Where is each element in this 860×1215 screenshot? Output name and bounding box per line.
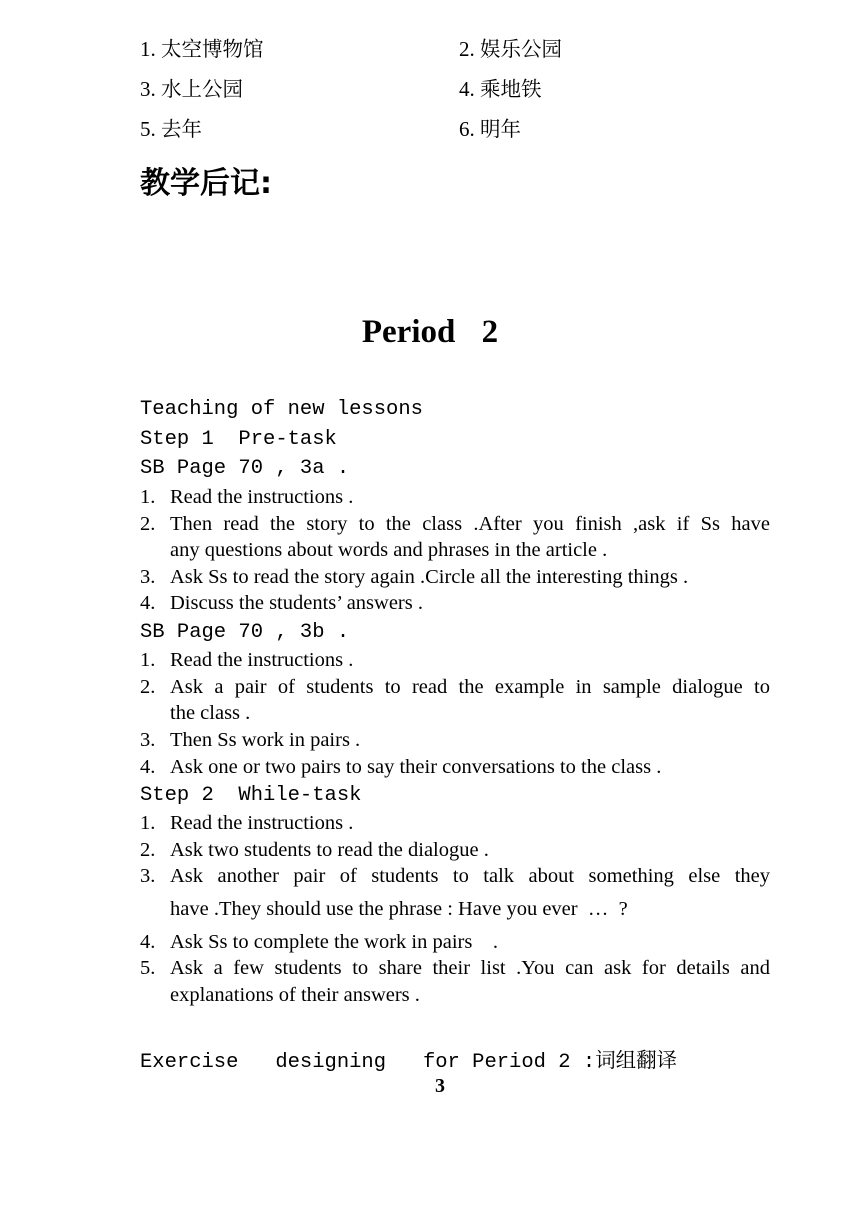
item-text: Discuss the students’ answers .	[170, 592, 423, 614]
vocab-text: 去年	[161, 117, 202, 141]
item-text: Ask one or two pairs to say their conversations to the class .	[170, 756, 662, 778]
exercise-line	[140, 1043, 677, 1074]
page-number: 3	[435, 1075, 445, 1097]
item-text: Then Ss work in pairs .	[170, 729, 361, 751]
vocab-text: 明年	[480, 117, 521, 141]
vocab-item-2	[459, 32, 562, 62]
vocab-item-6	[459, 112, 521, 142]
vocab-item-1	[140, 32, 264, 62]
item-text: Read the instructions .	[170, 649, 354, 671]
period-title: Period 2	[361, 314, 499, 350]
vocab-text: 太空博物馆	[161, 37, 264, 61]
item-text: Ask Ss to read the story again .Circle all the interesting things .	[170, 566, 689, 588]
item-number: 1.	[140, 812, 156, 834]
item-number: 3.	[140, 729, 156, 751]
item-number: 4.	[140, 592, 156, 614]
vocab-item-4	[459, 72, 542, 102]
vocab-number: 6.	[459, 117, 475, 141]
vocab-number: 3.	[140, 77, 156, 101]
item-number: 5.	[140, 957, 156, 979]
item-text-line2: explanations of their answers .	[170, 984, 420, 1006]
item-text-line1: Ask a pair of students to read the example in sample dialogue to	[170, 676, 770, 698]
exercise-prefix: Exercise designing for Period 2 :	[140, 1051, 596, 1074]
step1-title: Step 1 Pre-task	[140, 428, 337, 451]
item-text: Ask two students to read the dialogue .	[170, 839, 489, 861]
notes-heading: 教学后记:	[140, 166, 272, 201]
item-text-line2: the class .	[170, 702, 251, 724]
exercise-title-zh: 词组翻译	[595, 1048, 678, 1072]
item-text-line1: Then read the story to the class .After you finish ,ask if Ss have	[170, 513, 770, 535]
step2-title: Step 2 While-task	[140, 784, 362, 807]
sb-page-3a: SB Page 70 , 3a .	[140, 457, 350, 480]
item-number: 2.	[140, 676, 156, 698]
item-number: 4.	[140, 756, 156, 778]
item-text-line1: Ask another pair of students to talk about something else they	[170, 865, 770, 887]
vocab-item-5	[140, 112, 202, 142]
item-text: Ask Ss to complete the work in pairs .	[170, 931, 498, 953]
item-number: 2.	[140, 839, 156, 861]
vocab-number: 4.	[459, 77, 475, 101]
lesson-heading: Teaching of new lessons	[140, 398, 423, 421]
item-number: 4.	[140, 931, 156, 953]
sb-page-3b: SB Page 70 , 3b .	[140, 621, 350, 644]
vocab-number: 2.	[459, 37, 475, 61]
item-number: 1.	[140, 486, 156, 508]
vocab-text: 乘地铁	[480, 77, 542, 101]
item-number: 2.	[140, 513, 156, 535]
item-number: 3.	[140, 865, 156, 887]
item-text-line1: Ask a few students to share their list .You can ask for details and	[170, 957, 770, 979]
vocab-text: 娱乐公园	[480, 37, 562, 61]
item-text: Read the instructions .	[170, 486, 354, 508]
vocab-number: 5.	[140, 117, 156, 141]
vocab-number: 1.	[140, 37, 156, 61]
item-text-line2: have .They should use the phrase : Have you ever … ?	[170, 898, 628, 920]
item-text: Read the instructions .	[170, 812, 354, 834]
vocab-text: 水上公园	[161, 77, 243, 101]
item-number: 1.	[140, 649, 156, 671]
vocab-item-3	[140, 72, 243, 102]
item-text-line2: any questions about words and phrases in the article .	[170, 539, 608, 561]
item-number: 3.	[140, 566, 156, 588]
